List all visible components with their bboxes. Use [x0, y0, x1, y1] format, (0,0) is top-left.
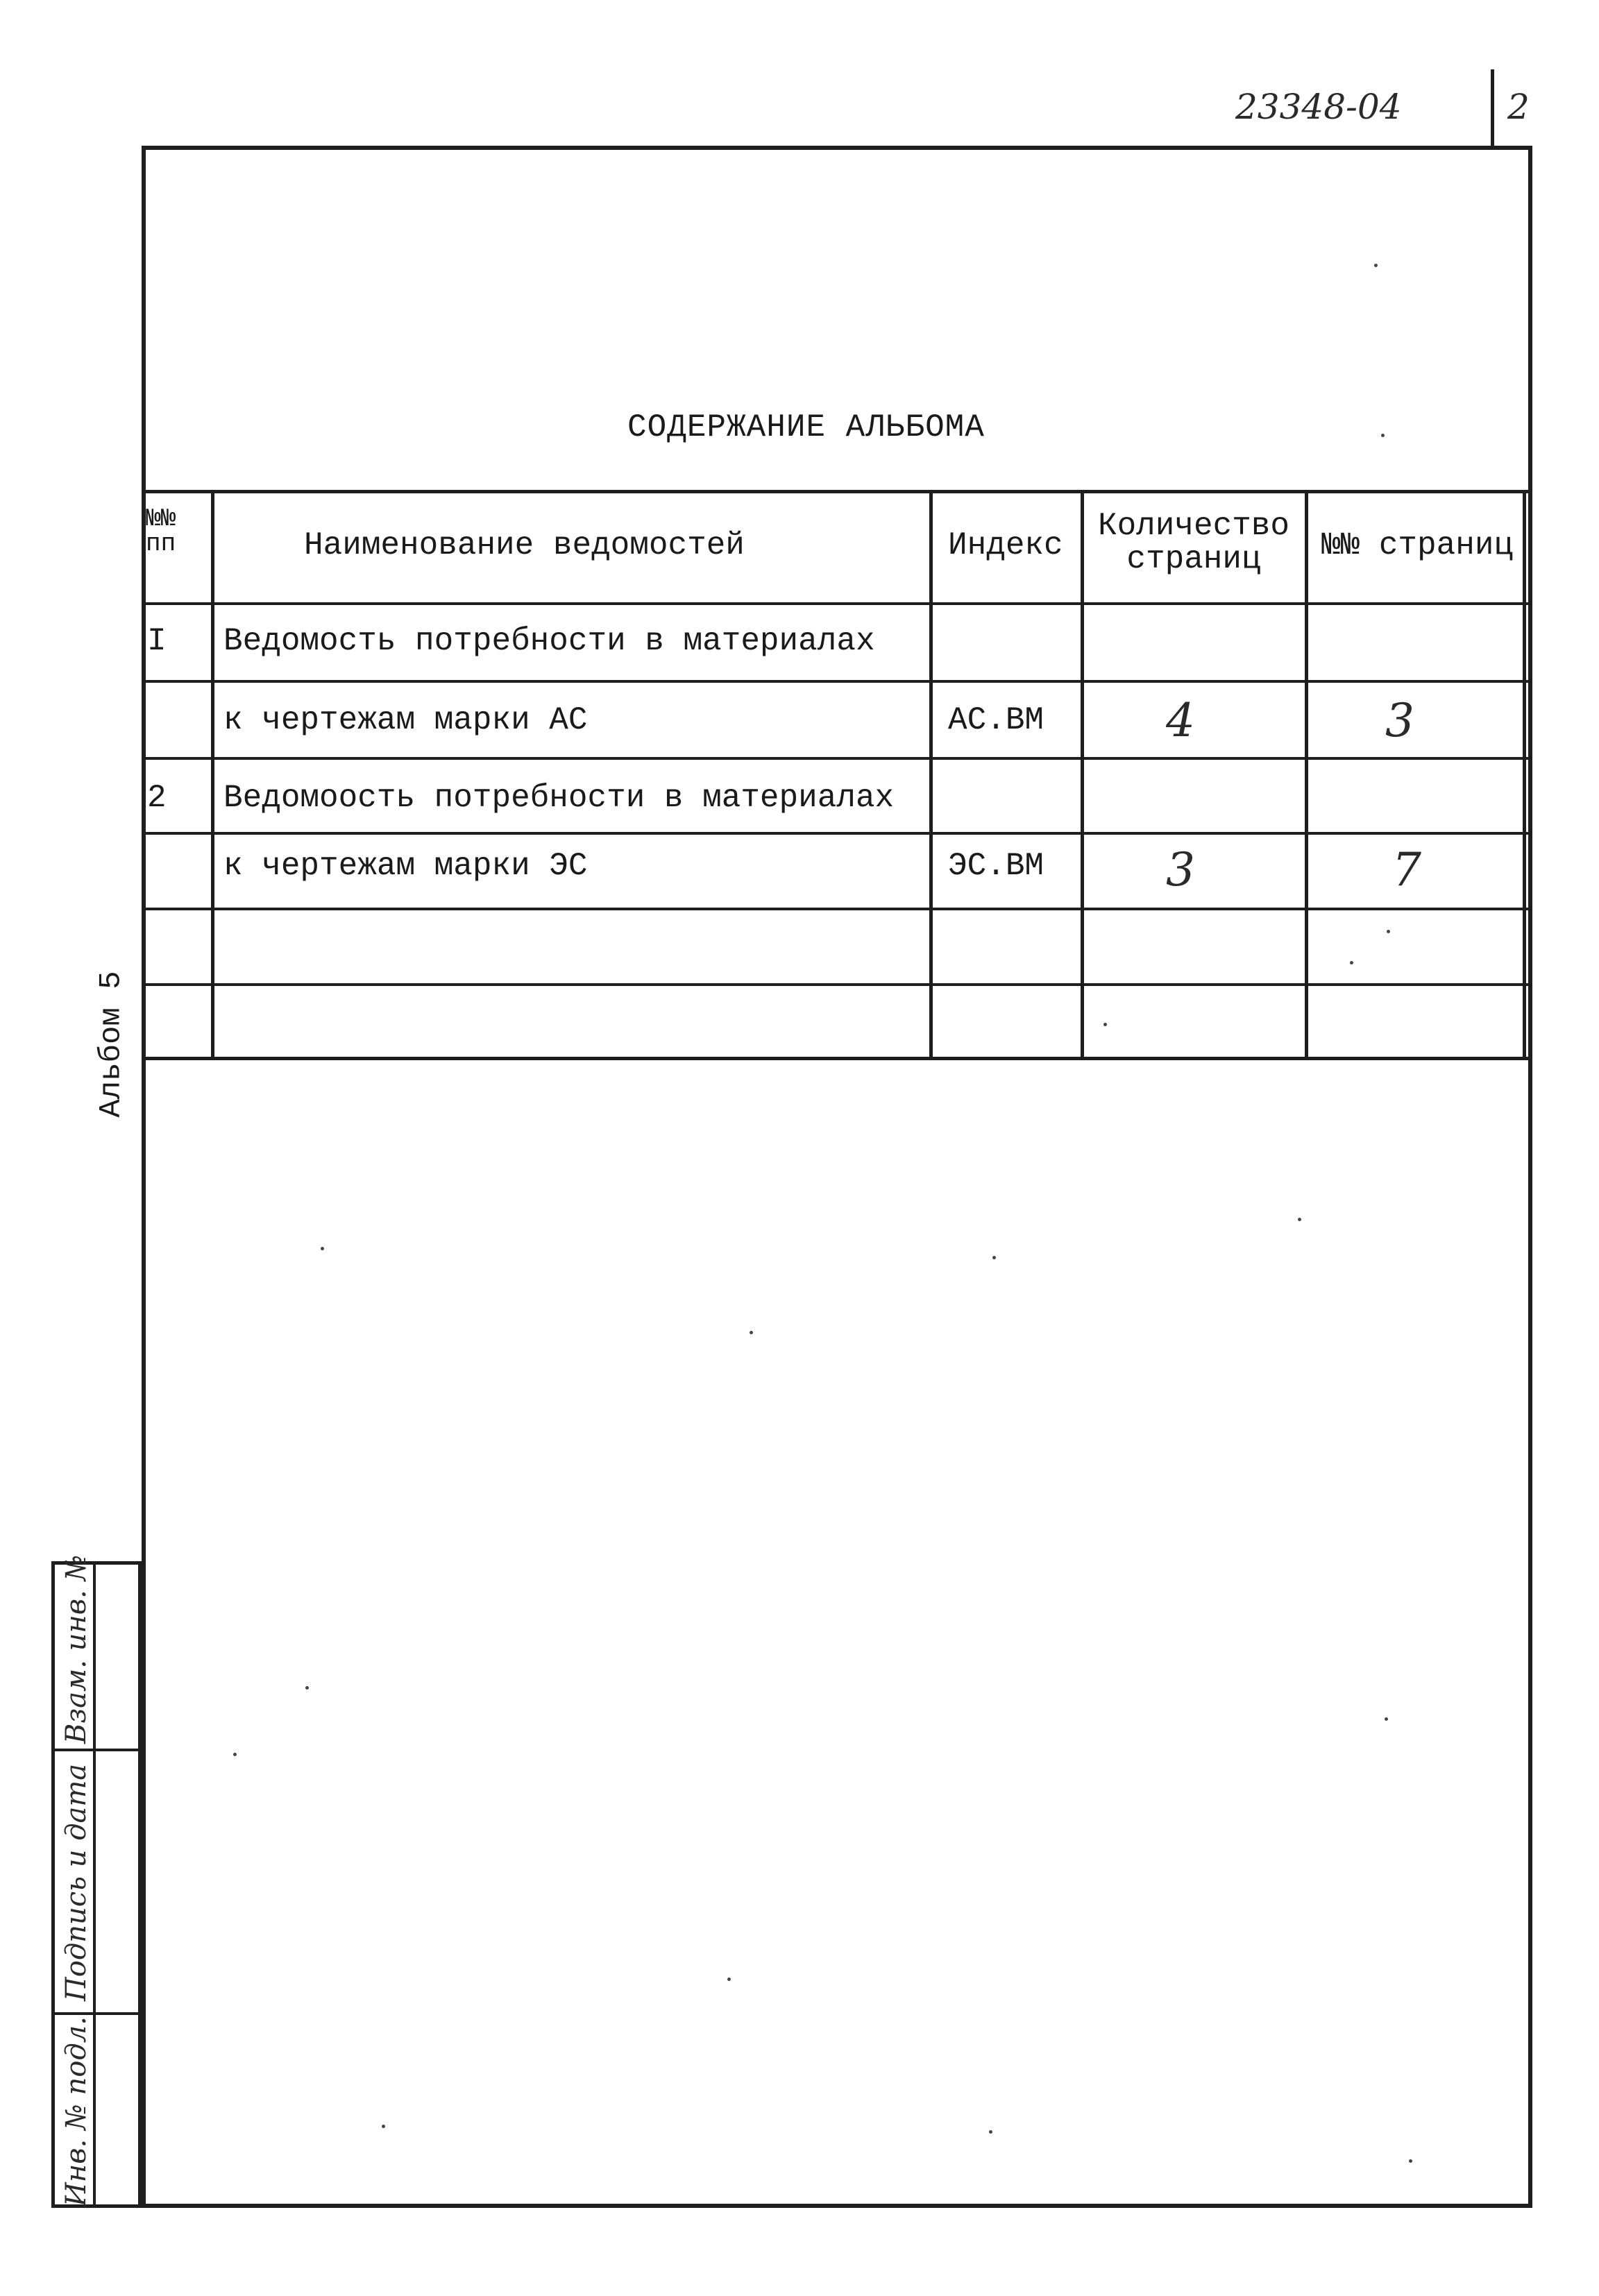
album-label: Альбом 5 [94, 971, 129, 1118]
row-4-name: к чертежам марки ЭС [223, 848, 588, 884]
scan-speck [1381, 434, 1385, 437]
row-divider [142, 832, 1532, 835]
column-divider [1523, 490, 1526, 1060]
scan-speck [321, 1247, 324, 1250]
row-divider [142, 680, 1532, 683]
page-frame [142, 146, 1532, 2208]
row-divider [142, 983, 1532, 986]
row-divider [142, 602, 1532, 605]
contents-table [142, 490, 1532, 1060]
stamp-original-inv: Инв. № подл. [60, 2016, 92, 2206]
scan-speck [992, 1256, 996, 1259]
row-3-name: Ведомоость потребности в материалах [223, 780, 895, 816]
sheet-number: 2 [1507, 87, 1530, 127]
header-num: №№ пп [146, 504, 176, 558]
stamp-signature-date: Подпись и дата [60, 1763, 92, 2002]
header-index: Индекс [948, 527, 1063, 563]
column-divider [1305, 490, 1308, 1060]
header-name: Наименование ведомостей [304, 527, 745, 563]
stamp-divider [1491, 69, 1494, 146]
row-1-name: Ведомость потребности в материалах [223, 623, 875, 659]
stamp-replacement-inv: Взам. инв. № [60, 1554, 92, 1744]
scan-speck [1103, 1023, 1107, 1026]
scan-speck [1374, 264, 1378, 267]
scan-speck [382, 2125, 385, 2128]
row-2-index: АС.ВМ [948, 702, 1044, 738]
scan-speck [727, 1978, 731, 1981]
row-2-pages: 4 [1166, 694, 1195, 747]
row-divider [142, 908, 1532, 910]
row-4-index: ЭС.ВМ [948, 848, 1044, 884]
row-1-num: I [147, 623, 167, 659]
scan-speck [1298, 1218, 1301, 1221]
row-2-page-no: 3 [1385, 694, 1414, 747]
scan-speck [1350, 961, 1353, 964]
page-title: СОДЕРЖАНИЕ АЛЬБОМА [627, 409, 985, 445]
scan-speck [1385, 1717, 1388, 1721]
scan-speck [1409, 2159, 1412, 2163]
scan-speck [989, 2130, 992, 2134]
row-4-page-no: 7 [1392, 843, 1421, 896]
column-divider [929, 490, 933, 1060]
row-divider [142, 757, 1532, 760]
row-4-pages: 3 [1166, 843, 1195, 896]
header-page-numbers: №№ страниц [1321, 527, 1514, 563]
document-number: 23348-04 [1235, 87, 1402, 127]
scan-speck [233, 1753, 237, 1756]
scan-speck [750, 1331, 753, 1334]
row-3-num: 2 [147, 780, 167, 816]
scan-speck [1387, 930, 1390, 933]
header-page-count: Количество страниц [1097, 508, 1290, 577]
stamp-inner-divider [93, 1561, 96, 2208]
column-divider [1081, 490, 1084, 1060]
row-2-name: к чертежам марки АС [223, 702, 588, 738]
column-divider [211, 490, 214, 1060]
scan-speck [305, 1686, 309, 1690]
